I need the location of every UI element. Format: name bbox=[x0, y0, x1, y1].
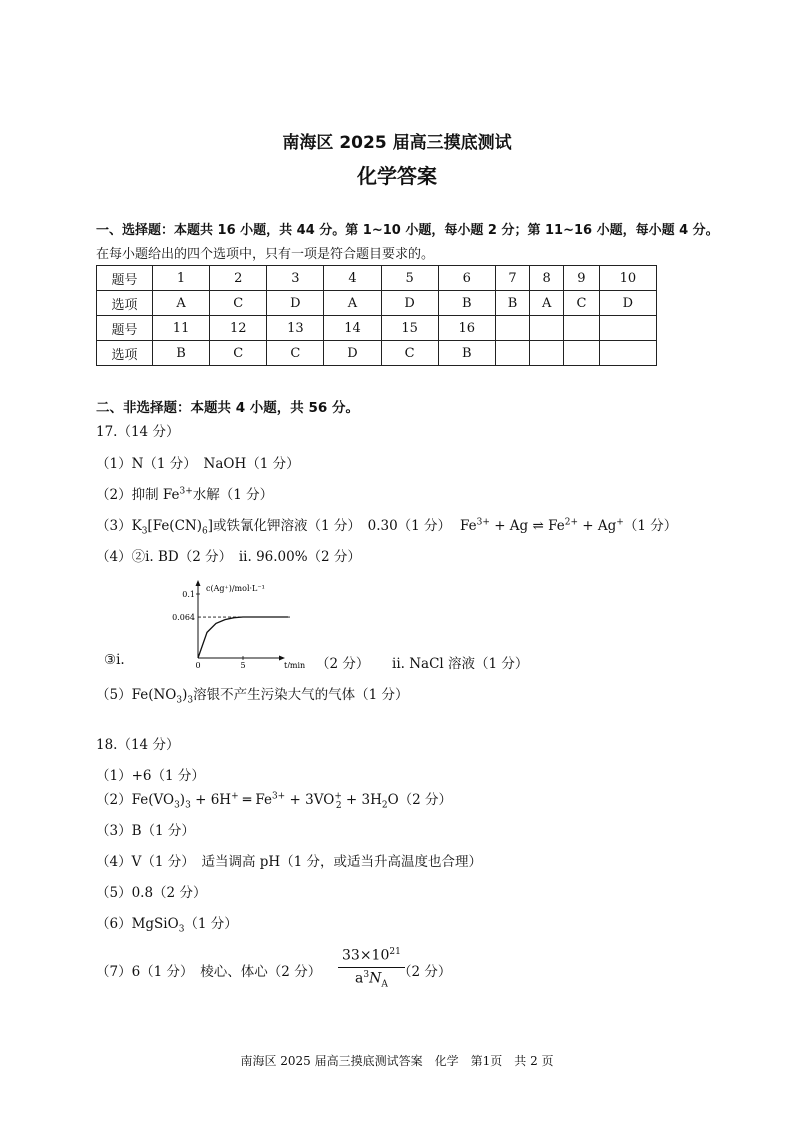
text: 水解（1 分） bbox=[192, 487, 274, 503]
table-cell: 5 bbox=[381, 266, 438, 291]
sup: 2+ bbox=[564, 517, 578, 528]
row-label: 题号 bbox=[97, 316, 153, 341]
q18-answer-4: （4）V（1 分） 适当调高 pH（1 分，或适当升高温度也合理） bbox=[96, 854, 483, 870]
answer-table bbox=[96, 265, 657, 366]
q18-title: 18.（14 分） bbox=[96, 737, 180, 753]
q17-answer-3-equation bbox=[460, 514, 677, 534]
text: （1 分） bbox=[623, 518, 678, 534]
text: （5）Fe(NO bbox=[96, 687, 177, 703]
sub: 2 bbox=[381, 800, 388, 811]
section1-heading: 一、选择题：本题共 16 小题，共 44 分。第 1~10 小题，每小题 2 分；第 11~16 小题，每小题 4 分。 bbox=[96, 223, 719, 238]
q17-answer-1: （1）N（1 分） NaOH（1 分） bbox=[96, 456, 300, 472]
sub: A bbox=[381, 979, 388, 990]
sup: 3+ bbox=[179, 486, 193, 497]
table-cell: 2 bbox=[210, 266, 267, 291]
table-cell: D bbox=[267, 291, 324, 316]
q18-answer-7-score: （2 分） bbox=[398, 964, 452, 980]
row-label: 题号 bbox=[97, 266, 153, 291]
table-cell: 9 bbox=[564, 266, 600, 291]
text: + 6H bbox=[190, 792, 232, 808]
table-cell bbox=[599, 341, 656, 366]
y-axis-arrow bbox=[196, 580, 201, 586]
fraction-numerator bbox=[338, 947, 405, 968]
text: a bbox=[354, 970, 364, 987]
sub: 3 bbox=[141, 526, 148, 537]
table-cell: 11 bbox=[153, 316, 210, 341]
sup: 3 bbox=[363, 969, 370, 980]
sup: 3+ bbox=[476, 517, 490, 528]
q17-title: 17.（14 分） bbox=[96, 424, 180, 440]
q18-answer-2 bbox=[96, 788, 452, 811]
section2-heading: 二、非选择题：本题共 4 小题，共 56 分。 bbox=[96, 400, 359, 416]
q18-answer-1: （1）+6（1 分） bbox=[96, 768, 205, 784]
table-cell: C bbox=[564, 291, 600, 316]
text: ═ Fe bbox=[238, 792, 272, 808]
table-cell: A bbox=[324, 291, 381, 316]
text: （2）Fe(VO bbox=[96, 792, 175, 808]
text: 33×10 bbox=[342, 947, 390, 964]
table-cell: A bbox=[530, 291, 564, 316]
table-cell bbox=[599, 316, 656, 341]
table-cell: 15 bbox=[381, 316, 438, 341]
text: 溶银不产生污染大气的气体（1 分） bbox=[193, 687, 409, 703]
table-row bbox=[97, 291, 657, 316]
q18-answer-5: （5）0.8（2 分） bbox=[96, 885, 207, 901]
sup: 21 bbox=[389, 947, 401, 957]
text: O（2 分） bbox=[387, 792, 453, 808]
y-tick-label: 0.1 bbox=[182, 590, 195, 599]
table-cell bbox=[495, 341, 529, 366]
table-cell: B bbox=[438, 291, 495, 316]
fraction-denominator bbox=[338, 968, 405, 989]
table-cell bbox=[530, 341, 564, 366]
sub: 3 bbox=[174, 800, 180, 811]
text: N bbox=[369, 970, 382, 987]
table-cell bbox=[495, 316, 529, 341]
text: + 3H bbox=[341, 792, 382, 808]
x-tick-label: 5 bbox=[240, 661, 246, 668]
text: + Ag bbox=[578, 518, 617, 534]
concentration-graph bbox=[170, 578, 310, 668]
sup: + bbox=[231, 791, 239, 802]
table-cell: D bbox=[324, 341, 381, 366]
series-line bbox=[198, 617, 288, 658]
table-cell: 4 bbox=[324, 266, 381, 291]
text: ]或铁氰化钾溶液（1 分） 0.30（1 分） bbox=[207, 518, 452, 534]
text: [Fe(CN) bbox=[147, 518, 202, 534]
sup: + bbox=[616, 517, 624, 528]
section1-instruction: 在每小题给出的四个选项中，只有一项是符合题目要求的。 bbox=[96, 247, 435, 262]
page-subtitle: 化学答案 bbox=[357, 164, 437, 188]
text: + 3VO bbox=[285, 792, 335, 808]
text: Fe bbox=[460, 518, 477, 534]
x-axis-label: t/min bbox=[284, 661, 306, 668]
table-cell: D bbox=[381, 291, 438, 316]
sub: 3 bbox=[185, 800, 191, 811]
table-cell: 10 bbox=[599, 266, 656, 291]
x-axis-arrow bbox=[279, 656, 285, 661]
text: （6）MgSiO bbox=[96, 916, 179, 932]
page-title: 南海区 2025 届高三摸底测试 bbox=[282, 133, 512, 153]
sup: 3+ bbox=[271, 791, 286, 802]
table-cell: 8 bbox=[530, 266, 564, 291]
q18-answer-7: （7）6（1 分） 棱心、体心（2 分） bbox=[96, 964, 322, 980]
table-cell: 13 bbox=[267, 316, 324, 341]
text: （1 分） bbox=[184, 916, 238, 932]
table-cell: C bbox=[267, 341, 324, 366]
table-cell: 3 bbox=[267, 266, 324, 291]
table-cell: C bbox=[210, 291, 267, 316]
table-cell bbox=[530, 316, 564, 341]
y-tick-label: 0.064 bbox=[172, 613, 195, 623]
sub: 3 bbox=[176, 695, 183, 706]
table-cell: C bbox=[210, 341, 267, 366]
q17-answer-4-3i-score: （2 分） bbox=[316, 656, 370, 672]
table-cell: A bbox=[153, 291, 210, 316]
table-cell: 7 bbox=[495, 266, 529, 291]
table-cell bbox=[564, 316, 600, 341]
sup: + bbox=[334, 791, 342, 802]
table-cell: B bbox=[153, 341, 210, 366]
q17-answer-3 bbox=[96, 514, 451, 537]
table-cell: 6 bbox=[438, 266, 495, 291]
table-cell: 16 bbox=[438, 316, 495, 341]
q18-answer-6 bbox=[96, 912, 238, 935]
text: （3）K bbox=[96, 518, 142, 534]
table-cell: B bbox=[495, 291, 529, 316]
answer-fraction bbox=[338, 947, 405, 989]
table-cell bbox=[564, 341, 600, 366]
text: （2）抑制 Fe bbox=[96, 487, 180, 503]
q17-answer-4-3i: ③i. bbox=[104, 652, 125, 668]
row-label: 选项 bbox=[97, 291, 153, 316]
table-cell: 1 bbox=[153, 266, 210, 291]
y-axis-label: c(Ag⁺)/mol·L⁻¹ bbox=[206, 584, 265, 593]
table-cell: C bbox=[381, 341, 438, 366]
text: + Ag ⇌ Fe bbox=[489, 518, 565, 534]
page-footer: 南海区 2025 届高三摸底测试答案 化学 第1页 共 2 页 bbox=[240, 1054, 554, 1068]
x-tick-label: 0 bbox=[195, 661, 201, 668]
table-cell: D bbox=[599, 291, 656, 316]
sub: 2 bbox=[335, 800, 342, 811]
q18-answer-3: （3）B（1 分） bbox=[96, 823, 195, 839]
table-row bbox=[97, 341, 657, 366]
q17-answer-4: （4）②i. BD（2 分） ii. 96.00%（2 分） bbox=[96, 549, 361, 565]
q17-answer-4-3ii: ii. NaCl 溶液（1 分） bbox=[392, 656, 529, 672]
table-row bbox=[97, 266, 657, 291]
sub: 6 bbox=[201, 526, 208, 537]
q17-answer-2 bbox=[96, 483, 273, 503]
sub: 3 bbox=[178, 924, 185, 935]
table-row bbox=[97, 316, 657, 341]
table-cell: 14 bbox=[324, 316, 381, 341]
table-cell: 12 bbox=[210, 316, 267, 341]
text: ) bbox=[179, 792, 186, 808]
sub: 3 bbox=[187, 695, 194, 706]
row-label: 选项 bbox=[97, 341, 153, 366]
q17-answer-5 bbox=[96, 683, 409, 706]
table-cell: B bbox=[438, 341, 495, 366]
text: ) bbox=[182, 687, 188, 703]
